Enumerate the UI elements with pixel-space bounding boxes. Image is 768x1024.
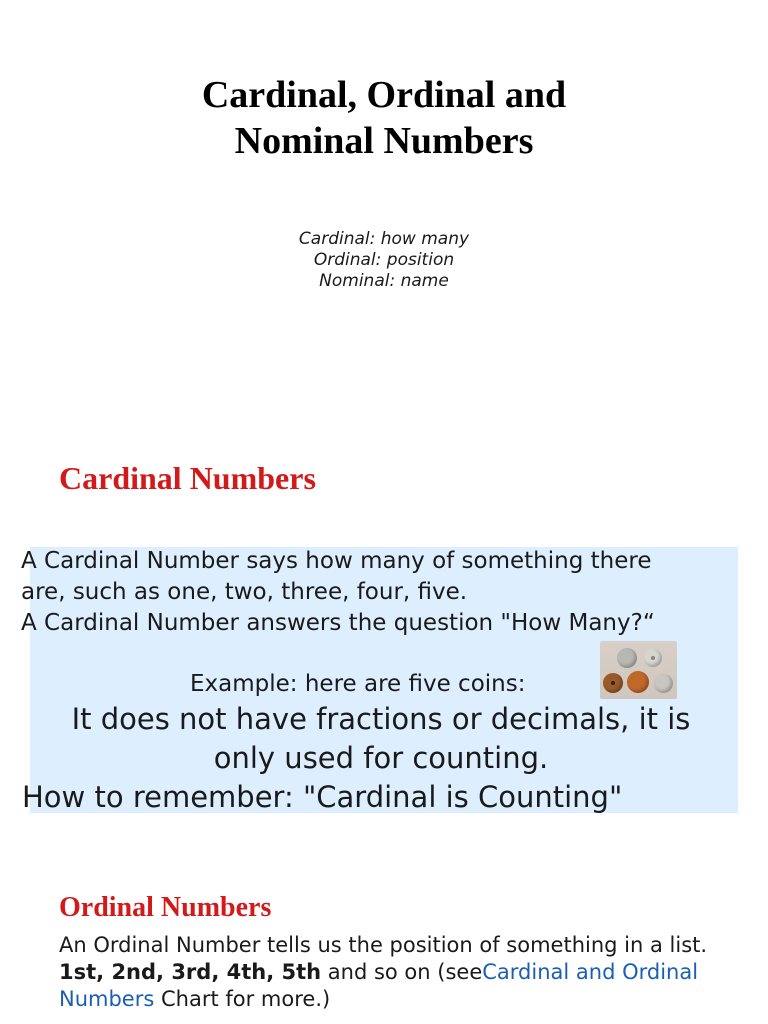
ordinal-see-text: and so on (see: [321, 960, 483, 984]
no-fractions-line: It does not have fractions or decimals, it is: [71, 702, 691, 736]
cardinal-ordinal-chart-link[interactable]: Cardinal and Ordinal Numbers: [59, 960, 699, 1011]
remember-line: How to remember: "Cardinal is Counting": [22, 780, 623, 814]
cardinal-para-line-1: A Cardinal Number says how many of something there: [21, 548, 652, 574]
coin-icon: [627, 671, 649, 693]
coin-icon: [617, 648, 637, 668]
page-title: [0, 72, 768, 164]
subtitle-ordinal: Ordinal: position: [313, 250, 455, 270]
coin-icon: [603, 673, 623, 693]
ordinal-sentence: An Ordinal Number tells us the position of something in a: [59, 933, 663, 957]
coin-icon: [644, 649, 662, 667]
ordinal-examples: 1st, 2nd, 3rd, 4th, 5th: [59, 960, 322, 984]
ordinal-numbers-heading: Ordinal Numbers: [59, 892, 272, 923]
counting-line: only used for counting.: [213, 741, 549, 775]
page-title-line-1: Cardinal, Ordinal and: [201, 74, 567, 116]
cardinal-para-line-3: A Cardinal Number answers the question "How Many?“: [21, 610, 655, 636]
cardinal-key-points: [21, 700, 741, 817]
ordinal-tail-text: Chart for more.): [154, 987, 331, 1011]
subtitle-cardinal: Cardinal: how many: [298, 229, 470, 249]
subtitle-nominal: Nominal: name: [319, 271, 449, 291]
ordinal-paragraph: [59, 932, 739, 1013]
ordinal-sentence-end: list.: [669, 933, 708, 957]
five-coins-image: [600, 641, 677, 699]
cardinal-paragraph: [21, 546, 761, 639]
cardinal-para-line-2: are, such as one, two, three, four, five.: [21, 579, 468, 605]
page-subtitle: [0, 229, 768, 292]
page-title-line-2: Nominal Numbers: [234, 120, 534, 162]
cardinal-numbers-heading: Cardinal Numbers: [59, 460, 316, 496]
ordinal-examples-line: [59, 959, 739, 1013]
coins-example-text: Example: here are five coins:: [190, 671, 526, 697]
coin-icon: [654, 674, 673, 693]
ordinal-line-1: [59, 932, 739, 959]
